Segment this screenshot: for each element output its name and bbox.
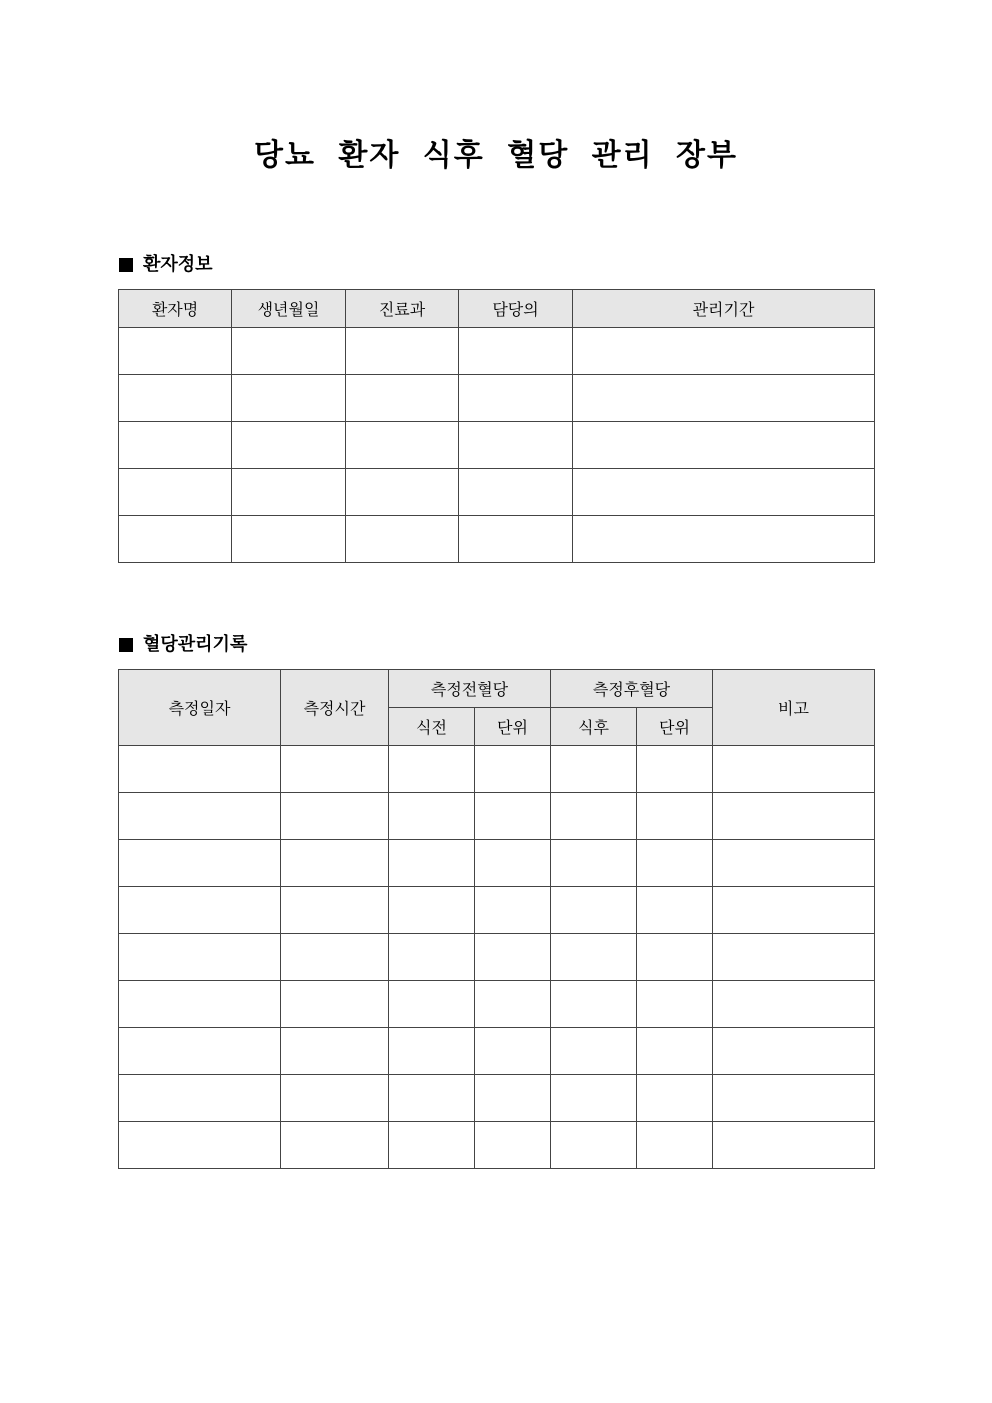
table-cell[interactable] [281, 1122, 389, 1169]
table-cell[interactable] [459, 469, 573, 516]
table-cell[interactable] [389, 981, 475, 1028]
glucose-records-body [119, 746, 875, 1169]
table-cell[interactable] [119, 422, 232, 469]
table-cell[interactable] [389, 887, 475, 934]
table-cell[interactable] [232, 375, 346, 422]
table-cell[interactable] [713, 840, 875, 887]
table-cell[interactable] [551, 981, 637, 1028]
table-cell[interactable] [119, 328, 232, 375]
table-row [119, 516, 875, 563]
table-cell[interactable] [713, 934, 875, 981]
table-row [119, 840, 875, 887]
table-cell[interactable] [119, 516, 232, 563]
table-cell[interactable] [119, 934, 281, 981]
table-cell[interactable] [281, 840, 389, 887]
table-cell[interactable] [573, 469, 875, 516]
table-cell[interactable] [281, 746, 389, 793]
table-cell[interactable] [389, 1075, 475, 1122]
column-header-birthdate: 생년월일 [232, 290, 346, 328]
table-cell[interactable] [713, 746, 875, 793]
table-cell[interactable] [119, 981, 281, 1028]
table-cell[interactable] [475, 746, 551, 793]
table-cell[interactable] [713, 981, 875, 1028]
table-cell[interactable] [573, 516, 875, 563]
table-row [119, 1122, 875, 1169]
column-group-pre-glucose: 측정전혈당 [389, 670, 551, 708]
table-cell[interactable] [713, 887, 875, 934]
section-heading-patient-info [119, 253, 213, 277]
table-cell[interactable] [713, 793, 875, 840]
table-cell[interactable] [573, 422, 875, 469]
table-cell[interactable] [637, 1122, 713, 1169]
column-header-post-unit: 단위 [637, 708, 713, 746]
table-cell[interactable] [475, 934, 551, 981]
table-cell[interactable] [119, 1028, 281, 1075]
table-cell[interactable] [713, 1075, 875, 1122]
square-bullet-icon [119, 638, 133, 652]
table-header-row [119, 290, 875, 328]
table-cell[interactable] [551, 793, 637, 840]
table-cell[interactable] [232, 328, 346, 375]
glucose-records-table [118, 669, 875, 1169]
table-cell[interactable] [389, 746, 475, 793]
table-cell[interactable] [475, 887, 551, 934]
table-cell[interactable] [119, 746, 281, 793]
table-row [119, 375, 875, 422]
page-title: 당뇨 환자 식후 혈당 관리 장부 [254, 138, 738, 173]
square-bullet-icon [119, 258, 133, 272]
table-cell[interactable] [119, 375, 232, 422]
table-cell[interactable] [389, 840, 475, 887]
table-cell[interactable] [475, 1122, 551, 1169]
table-cell[interactable] [637, 1028, 713, 1075]
table-row [119, 981, 875, 1028]
table-cell[interactable] [281, 934, 389, 981]
table-row [119, 422, 875, 469]
table-cell[interactable] [119, 793, 281, 840]
table-cell[interactable] [281, 887, 389, 934]
table-cell[interactable] [713, 1028, 875, 1075]
table-cell[interactable] [459, 516, 573, 563]
table-cell[interactable] [389, 1122, 475, 1169]
table-row [119, 793, 875, 840]
column-header-measure-time: 측정시간 [281, 670, 389, 746]
table-cell[interactable] [281, 981, 389, 1028]
table-cell[interactable] [637, 887, 713, 934]
table-cell[interactable] [459, 375, 573, 422]
column-header-note: 비고 [713, 670, 875, 746]
table-cell[interactable] [637, 981, 713, 1028]
table-cell[interactable] [551, 840, 637, 887]
table-cell[interactable] [573, 328, 875, 375]
table-cell[interactable] [119, 1075, 281, 1122]
table-row [119, 469, 875, 516]
table-cell[interactable] [346, 375, 459, 422]
table-cell[interactable] [551, 934, 637, 981]
patient-info-table [118, 289, 875, 563]
table-cell[interactable] [346, 328, 459, 375]
table-cell[interactable] [281, 1075, 389, 1122]
table-cell[interactable] [551, 746, 637, 793]
table-cell[interactable] [281, 793, 389, 840]
table-cell[interactable] [475, 1028, 551, 1075]
table-cell[interactable] [119, 840, 281, 887]
table-row [119, 887, 875, 934]
table-cell[interactable] [475, 793, 551, 840]
table-cell[interactable] [551, 1075, 637, 1122]
table-row [119, 934, 875, 981]
column-header-patient-name: 환자명 [119, 290, 232, 328]
table-cell[interactable] [346, 469, 459, 516]
table-cell[interactable] [573, 375, 875, 422]
table-row [119, 1028, 875, 1075]
table-cell[interactable] [459, 328, 573, 375]
table-row [119, 328, 875, 375]
table-cell[interactable] [475, 1075, 551, 1122]
table-cell[interactable] [637, 934, 713, 981]
table-cell[interactable] [713, 1122, 875, 1169]
table-cell[interactable] [475, 981, 551, 1028]
table-cell[interactable] [637, 840, 713, 887]
table-cell[interactable] [232, 516, 346, 563]
table-cell[interactable] [119, 1122, 281, 1169]
column-header-department: 진료과 [346, 290, 459, 328]
table-cell[interactable] [551, 1028, 637, 1075]
column-header-management-period: 관리기간 [573, 290, 875, 328]
column-header-doctor: 담당의 [459, 290, 573, 328]
table-cell[interactable] [389, 793, 475, 840]
table-cell[interactable] [637, 1075, 713, 1122]
table-cell[interactable] [551, 887, 637, 934]
section-heading-glucose-records [119, 633, 247, 657]
column-header-pre-meal-value: 식전 [389, 708, 475, 746]
column-header-post-meal-value: 식후 [551, 708, 637, 746]
table-cell[interactable] [346, 422, 459, 469]
table-cell[interactable] [346, 516, 459, 563]
table-cell[interactable] [637, 793, 713, 840]
table-header-row [119, 670, 875, 708]
table-cell[interactable] [119, 887, 281, 934]
table-cell[interactable] [551, 1122, 637, 1169]
column-header-pre-unit: 단위 [475, 708, 551, 746]
table-row [119, 746, 875, 793]
table-cell[interactable] [232, 469, 346, 516]
column-group-post-glucose: 측정후혈당 [551, 670, 713, 708]
table-cell[interactable] [232, 422, 346, 469]
table-cell[interactable] [389, 934, 475, 981]
section-heading-label: 혈당관리기록 [143, 634, 248, 655]
table-cell[interactable] [475, 840, 551, 887]
table-cell[interactable] [389, 1028, 475, 1075]
table-cell[interactable] [637, 746, 713, 793]
section-heading-label: 환자정보 [143, 254, 213, 275]
table-cell[interactable] [459, 422, 573, 469]
table-cell[interactable] [281, 1028, 389, 1075]
column-header-measure-date: 측정일자 [119, 670, 281, 746]
table-cell[interactable] [119, 469, 232, 516]
table-row [119, 1075, 875, 1122]
